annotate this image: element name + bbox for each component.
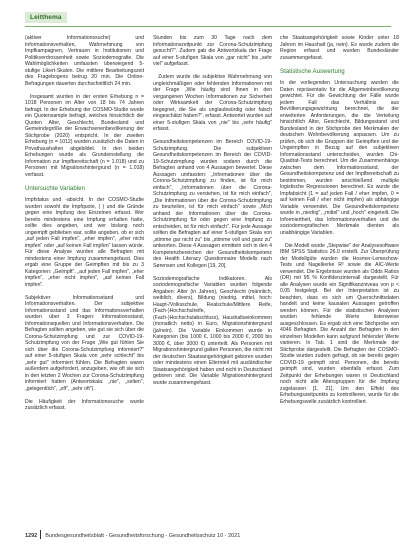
paragraph: Die Modell wurde „Stepwise" der Analysesoftware IBM SPSS Statistics 26.0 erstellt. Zur Überprüfung der Modellgüte wurden die Hosmer-Lemeshow-Tests und Nagelkerke R² sowie die AIC-Werte verwendet. Die Ergebnisse wurden als Odds Ratios (OR) mit 95 % Konfidenzintervall dargestellt. Für alle Analysen wurde ein Signifikanzniveau von p < 0,05 festgelegt. Bei der Interpretation ist zu beachten, dass es sich um Querschnittsdaten handelt und keine kausalen Aussagen getroffen werden können. Für die statistischen Analysen wurden fehlende Werte listenweise ausgeschlossen. Es ergab sich eine Stichprobe von 4046 Befragten. Die Anzahl der Befragten in den einzelnen Modellen kann aufgrund fehlender Werte variieren. In Tab. 1 sind die Merkmale der Stichprobe dargestellt. Die Befragten der COSMO-Studie wurden zudem gefragt, ob sie bereits gegen COVID-19 geimpft sind. Personen, die bereits geimpft sind, wurden ebenfalls erfasst. Zum Zeitpunkt der Erhebungen waren in Deutschland noch nicht alle Altersgruppen für die Impfung zugelassen [1, 21]. Um den Effekt des Erhebungszeitpunkts zu kontrollieren, wurde für die Erhebungswelle zusätzlich kontrolliert.	[280, 242, 399, 405]
paragraph: Stunden bis zum 30 Tage nach dem Informationszeitpunkt zur Corona-Schutzimpfung gesucht?". Zudem gab die Antwortskala der Frage auf einer 5-stufigen Skala von „gar nicht" bis „sehr viel" aufgefasst.	[153, 35, 272, 67]
paragraph: Impfstatus und -absicht. In der COSMO-Studie wurden sowohl die Impfquote, ( ) und die Gründe gegen eine Impfung des Einzelnen erfasst. Wer bereits mindestens eine Impfung erhalten hatte, sollte dies angeben, und wer bislang noch ungeimpft geblieben war, sollte angeben, ob er sich „auf jeden Fall impfen", „eher impfen", „eher nicht impfen" oder „auf keinen Fall impfen" lassen würde. Für diese Analyse wurden alle Befragten mit mindestens einer Impfung zusammengefasst. Dies ergab eine Gruppe der Geimpften mit bis zu 3 Kategorien: „Geimpft", „auf jeden Fall impfen", „eher impfen", „eher nicht impfen", „auf keinen Fall impfen".	[25, 197, 144, 288]
page-footer	[25, 530, 240, 540]
paragraph: Gesundheitskompetenzen im Bereich COVID-19-Schutzimpfung. Die subjektiven Gesundheitskompetenzen im Bereich der COVID-19-Schutzimpfung wurden sodann durch die Befragten anhand von 4 Aussagen bewertet. Diese Aussagen umfassten: „Informationen über die Corona-Schutzimpfung zu finden, ist für mich einfach", „Informationen über die Corona-Schutzimpfung zu verstehen, ist für mich einfach", „Die Informationen über die Corona-Schutzimpfung zu beurteilen, ist für mich einfach" sowie „Mich anhand der Informationen über die Corona-Schutzimpfung für oder gegen eine Impfung zu entscheiden, ist für mich einfach". Für jede Aussage sollten die Befragten auf einer 5-stufigen Skala von „stimme gar nicht zu" bis „stimme voll und ganz zu" antworten. Diese 4 Aussagen ermitteln sich in den 4 Kompetenzbereichen der Gesundheitskompetenz des Health Literacy Questionnaire Modells nach Sørensen und Kollegen [19, 20].	[153, 139, 272, 269]
journal-citation: Bundesgesundheitsblatt - Gesundheitsforschung - Gesundheitsschutz 10 · 2021	[45, 533, 241, 539]
section-heading: Statistische Auswertung	[280, 68, 345, 75]
text-column-3	[280, 35, 399, 412]
paragraph: Die Häufigkeit der Informationssuche wurde zusätzlich erfasst.	[25, 398, 144, 411]
footer-separator	[40, 530, 41, 539]
text-column-1	[25, 35, 144, 418]
paragraph: In der vorliegenden Untersuchung wurden die Daten repräsentativ für die Allgemeinbevölkerung gewichtet. Für die Gewichtung der Fälle wurde jedem Fall das Verhältnis aus Bevölkerungsgewichtung berechnet, die der erweiterten Anforderungen, die die Verteilung hinsichtlich Alter, Geschlecht, Bildungsstand und Bundesland in der Stichprobe den Merkmalen der deutschen Wohnbevölkerung anpassen. Um zu prüfen, ob sich die Gruppen der Geimpften und der Ungeimpften in Bezug auf den subjektiven Informationsstand unterscheiden, wurden Chi-Quadrat-Tests berechnet. Um die Zusammenhänge zwischen dem Informationsstand, der Gesundheitskompetenz und der Impfbereitschaft zu bestimmen, wurden anschließend multiple logistische Regressionen berechnet. Es wurde die Impfabsicht (1 = auf jeden Fall / eher impfen, 0 = auf keinen Fall / eher nicht impfen) als abhängige Variable verwendet. Die Gesundheitskompetenz wurde in „niedrig", „mittel" und „hoch" eingeteilt. Die Informiertheit, das Informationsverhalten und die soziodemografischen Merkmale dienten als unabhängige Variablen.	[280, 80, 399, 236]
page-number: 1292	[25, 533, 38, 539]
paragraph: Zudem wurde die subjektive Wahrnehmung von ungleichmäßigen oder fehlenden Informationen mit der Frage „Wie häufig sind Ihnen in den vergangenen Wochen Informationen zur Sicherheit oder Wirksamkeit der Corona-Schutzimpfung begegnet, die Sie als unglaubwürdig oder falsch eingeschätzt haben?", erfasst. Antwortet wurden auf einer 5-stufigen Skala von „nie" bis „sehr häufig" erfasst.	[153, 74, 272, 132]
paragraph: che Staatsangehörigkeit sowie Kinder unter 18 Jahren im Haushalt (ja, nein). Es wurde zudem die Region erfasst und wurden Bundesländer zusammengefasst.	[280, 35, 399, 61]
paragraph: (aktiver Informationssuche) und Informationsverhalten, Wahrnehmung von Impfkampagnen, Vertrauen in Institutionen und Politikverdrossenheit sowie Soziodemografie. Die Wahlmöglichkeiten umfassten überwiegend 5-stufige Likert-Skalen. Die mittlere Bearbeitungszeit des Fragebogens betrug 20 min. Die Online-Befragungen dauerten durchschnittlich 24 min.	[25, 35, 144, 87]
section-heading: Untersuchte Variablen	[25, 185, 85, 192]
section-tag: Leitthema	[25, 12, 67, 23]
paragraph: Soziodemografische Indikatoren. Als soziodemografische Variablen wurden folgende Angaben: Alter (in Jahren), Geschlecht (männlich, weiblich, divers), Bildung (niedrig, mittel, hoch: Haupt-/Volksschule, Realschule/Mittlere Reife, (Fach-)Hochschulreife, (Fach-)Hochschulabschluss), Haushaltseinkommen (monatlich netto) in Euro, Migrationshintergrund (ja/nein). Die Variable Einkommen wurde in Kategorien (bis 1000 €, 1000 bis 2000 €, 2000 bis 3000 €, über 3000 €) unterteilt. Als Personen mit Migrationshintergrund galten Personen, die nicht mit der deutschen Staatsangehörigkeit geboren wurden oder mindestens einen Elternteil mit ausländischer Staatsangehörigkeit haben und nicht in Deutschland geboren sind. Die Variable Migrationshintergrund wurde zusammengefasst.	[153, 275, 272, 386]
paragraph: Subjektiver Informationsstand und Informationsverhalten. Der subjektive Informationsstand und das Informationsverhalten wurden über 3 Fragen: Informationsstand, Informationsquellen und Informationsverhalten. Die Befragten sollten angeben, wie gut sie sich über die Corona-Schutzimpfung und zur COVID-19-Schutzimpfung von der Frage „Wie gut fühlen Sie sich über die Corona-Schutzimpfung informiert?" auf einer 5-stufigen Skala von „sehr schlecht" bis „sehr gut" informiert fühlen. Die Befragten waren außerdem aufgefordert, anzugeben, wie oft sie sich in den letzten 2 Wochen zur Corona-Schutzimpfung informiert hatten (Antwortskala: „nie", „selten", „gelegentlich", „oft", „sehr oft").	[25, 294, 144, 392]
header-divider	[25, 26, 391, 27]
paragraph: Insgesamt wurden in der ersten Erhebung n = 1018 Personen im Alter von 18 bis 74 Jahren befragt. In der Erhebung der COSMO-Studie wurde ein Quotensample befragt, welches hinsichtlich der Quoten Alter, Geschlecht, Bundesland und Gemeindegröße der Erwachsenenbevölkerung der Stichprobe (2020) entspricht. In der zweiten Erhebung (n = 1012) wurden zusätzlich die Daten in Privathaushalten abgebildet. In den beiden Erhebungen wurde als Grundeinstellung die Information zur Impfbereitschaft (n = 1.018) und zu Personen mit Migrationshintergrund (n = 1.018) verfasst.	[25, 93, 144, 178]
text-column-2	[153, 35, 272, 393]
